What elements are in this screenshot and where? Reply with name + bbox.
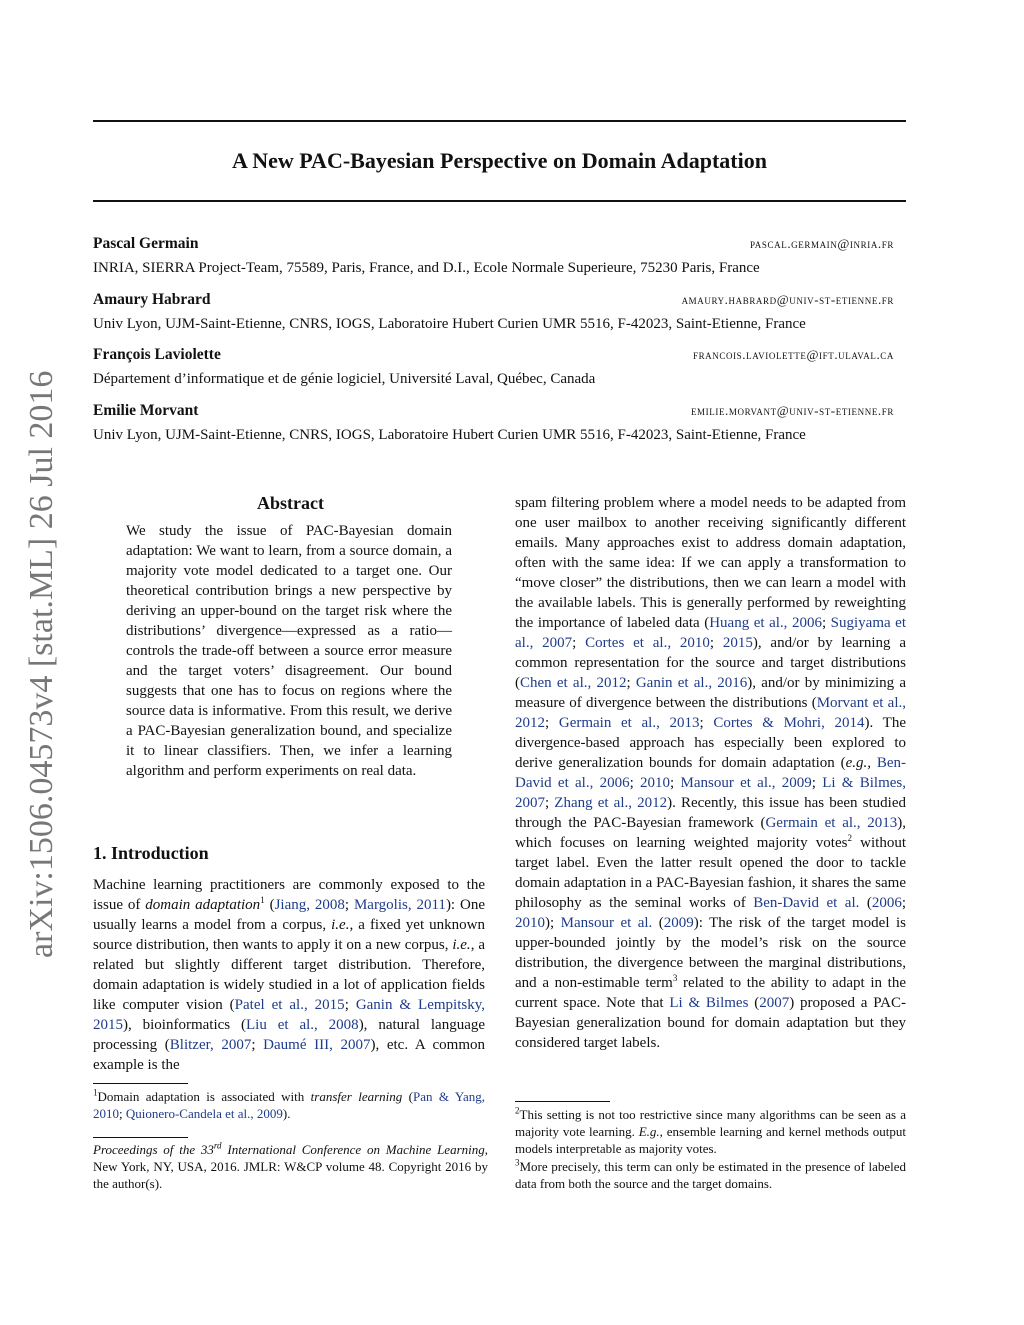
citation-link[interactable]: 2010 bbox=[640, 775, 671, 791]
citation-link[interactable]: Jiang, 2008 bbox=[274, 897, 345, 913]
abstract-heading: Abstract bbox=[257, 493, 324, 513]
footnote-3: $^3$More precisely, this term can only be estimated in the presence of labeled data from both the source and the target domains. bbox=[515, 1157, 906, 1191]
abstract-text: We study the issue of PAC-Bayesian domain adaptation: We want to learn, from a source domain, a majority vote model dedicated to a target one. Our theoretical contribution brings a new perspective by deriving an upper-bound on the target risk where the distributions’ divergence—expressed as a ratio—controls the trade-off between a source error measure and the target voters’ disagreement. Our bound suggests that one has to focus on regions where the source data is informative. From this result, we derive a PAC-Bayesian generalization bound, and specialize it to linear classifiers. Then, we infer a learning algorithm and perform experiments on real data. bbox=[126, 523, 452, 779]
footnote-ref-2[interactable]: 2 bbox=[847, 833, 852, 843]
author-name-4: Emilie Morvant bbox=[93, 402, 199, 419]
citation-link[interactable]: Li & Bilmes, 2007 bbox=[515, 775, 906, 811]
author-name-2: Amaury Habrard bbox=[93, 291, 211, 308]
title-bottom-rule bbox=[93, 200, 906, 202]
citation-link[interactable]: Sugiyama et al., 2007 bbox=[515, 615, 907, 651]
paper-title: A New PAC-Bayesian Perspective on Domain Adaptation bbox=[232, 148, 767, 173]
citation-link[interactable]: Cortes & Mohri, 2014 bbox=[713, 715, 865, 731]
introduction-paragraph-continued: spam filtering problem where a model needs to be adapted from one user mailbox to another receiving significantly different emails. Many approaches exist to address domain adaptation, often with the same idea: If we can apply a transformation to “move closer” the distributions, then we can learn a model with the available labels. This is generally performed by reweighting the importance of labeled data (Huang et al., 2006; Sugiyama et al., 2007; Cortes et al., 2010; 2015), and/or by learning a common representation for the source and target distributions (Chen et al., 2012; Ganin et al., 2016), and/or by minimizing a measure of divergence between the distributions (Morvant et al., 2012; Germain et al., 2013; Cortes & Mohri, 2014). The divergence-based approach has especially been explored to derive generalization bounds for domain adaptation (e.g., Ben-David et al., 2006; 2010; Mansour et al., 2009; Li & Bilmes, 2007; Zhang et al., 2012). Recently, this issue has been studied through the PAC-Bayesian framework (Germain et al., 2013), which focuses on learning weighted majority votes$^2$ without target label. Even the latter result opened the door to tackle domain adaptation in a PAC-Bayesian fashion, it shares the same philosophy as the seminal works of Ben-David et al. (2006; 2010); Mansour et al. (2009): The risk of the target model is upper-bounded jointly by the model’s risk on the source distribution, the divergence between the marginal distributions, and a non-estimable term$^3$ related to the ability to adapt in the current space. Note that Li & Bilmes (2007) proposed a PAC-Bayesian generalization bound for domain adaptation but they considered target labels. bbox=[515, 495, 907, 1051]
citation-link[interactable]: Liu et al., 2008 bbox=[246, 1017, 359, 1033]
footnote-rule-right bbox=[515, 1101, 610, 1102]
citation-link[interactable]: Germain et al., 2013 bbox=[765, 815, 898, 831]
citation-link[interactable]: 2015 bbox=[722, 635, 753, 651]
citation-link[interactable]: Mansour et al., 2009 bbox=[680, 775, 812, 791]
footnote-1: $^1$Domain adaptation is associated with transfer learning (Pan & Yang, 2010; Quionero-Candela et al., 2009). bbox=[93, 1087, 485, 1121]
author-email-1[interactable]: pascal.germain@inria.fr bbox=[750, 236, 894, 251]
citation-link[interactable]: Zhang et al., 2012 bbox=[554, 795, 668, 811]
citation-link[interactable]: Margolis, 2011 bbox=[353, 897, 446, 913]
author-email-4[interactable]: emilie.morvant@univ-st-etienne.fr bbox=[690, 403, 894, 418]
footnote-ref-1[interactable]: 1 bbox=[260, 895, 265, 905]
citation-link[interactable]: 2010 bbox=[515, 915, 545, 931]
citation-link[interactable]: 2007 bbox=[759, 995, 790, 1011]
proceedings-rule bbox=[93, 1137, 188, 1138]
footnote-rule-left bbox=[93, 1083, 188, 1084]
citation-link[interactable]: Ben-David et al. bbox=[753, 895, 860, 911]
citation-link[interactable]: Germain et al., 2013 bbox=[558, 715, 700, 731]
proceedings-note: Proceedings of the 33rd International Conference on Machine Learning, New York, NY, USA, 2016. JMLR: W&CP volume 48. Copyright 2016 by the author(s). bbox=[93, 1140, 488, 1191]
title-top-rule bbox=[93, 120, 906, 122]
author-affiliation-2: Univ Lyon, UJM-Saint-Etienne, CNRS, IOGS, Laboratoire Hubert Curien UMR 5516, F-42023, Saint-Etienne, France bbox=[93, 316, 806, 332]
citation-link[interactable]: Li & Bilmes bbox=[669, 995, 749, 1011]
footnote-2: $^2$This setting is not too restrictive since many algorithms can be seen as a majority vote learning. E.g., ensemble learning and kernel methods output models interpretable as majority votes. bbox=[515, 1105, 906, 1156]
citation-link[interactable]: Patel et al., 2015 bbox=[234, 997, 345, 1013]
citation-link[interactable]: Chen et al., 2012 bbox=[520, 675, 627, 691]
citation-link[interactable]: Ganin et al., 2016 bbox=[635, 675, 748, 691]
citation-link[interactable]: Cortes et al., 2010 bbox=[585, 635, 710, 651]
introduction-heading: 1. Introduction bbox=[93, 843, 209, 863]
citation-link[interactable]: Huang et al., 2006 bbox=[709, 615, 822, 631]
author-email-3[interactable]: francois.laviolette@ift.ulaval.ca bbox=[692, 347, 894, 362]
citation-link[interactable]: Pan & Yang, 2010 bbox=[93, 1089, 485, 1121]
citation-link[interactable]: 2009 bbox=[663, 915, 694, 931]
author-name-1: Pascal Germain bbox=[93, 235, 199, 252]
author-affiliation-1: INRIA, SIERRA Project-Team, 75589, Paris, France, and D.I., Ecole Normale Superieure, 75230 Paris, France bbox=[93, 260, 760, 276]
citation-link[interactable]: Ganin & Lempitsky, 2015 bbox=[93, 997, 485, 1033]
citation-link[interactable]: Blitzer, 2007 bbox=[169, 1037, 252, 1053]
citation-link[interactable]: Mansour et al. bbox=[560, 915, 653, 931]
author-name-3: François Laviolette bbox=[93, 346, 221, 363]
citation-link[interactable]: 2006 bbox=[871, 895, 902, 911]
author-email-2[interactable]: amaury.habrard@univ-st-etienne.fr bbox=[681, 292, 894, 307]
author-affiliation-4: Univ Lyon, UJM-Saint-Etienne, CNRS, IOGS, Laboratoire Hubert Curien UMR 5516, F-42023, Saint-Etienne, France bbox=[93, 427, 806, 443]
citation-link[interactable]: Ben-David et al., 2006 bbox=[515, 755, 906, 791]
arxiv-watermark: arXiv:1506.04573v4 [stat.ML] 26 Jul 2016 bbox=[23, 370, 60, 958]
author-affiliation-3: Département d’informatique et de génie logiciel, Université Laval, Québec, Canada bbox=[93, 371, 596, 387]
citation-link[interactable]: Morvant et al., 2012 bbox=[515, 695, 906, 731]
introduction-paragraph: Machine learning practitioners are commonly exposed to the issue of domain adaptation$^1$ (Jiang, 2008; Margolis, 2011): One usually learns a model from a corpus, i.e., a fixed yet unknown source distribution, then wants to apply it on a new corpus, i.e., a related but slightly different target distribution. Therefore, domain adaptation is widely studied in a lot of application fields like computer vision (Patel et al., 2015; Ganin & Lempitsky, 2015), bioinformatics (Liu et al., 2008), natural language processing (Blitzer, 2007; Daumé III, 2007), etc. A common example is the bbox=[93, 877, 486, 1073]
footnote-ref-3[interactable]: 3 bbox=[672, 973, 678, 983]
citation-link[interactable]: Quionero-Candela et al., 2009 bbox=[125, 1106, 283, 1121]
citation-link[interactable]: Daumé III, 2007 bbox=[263, 1037, 371, 1053]
